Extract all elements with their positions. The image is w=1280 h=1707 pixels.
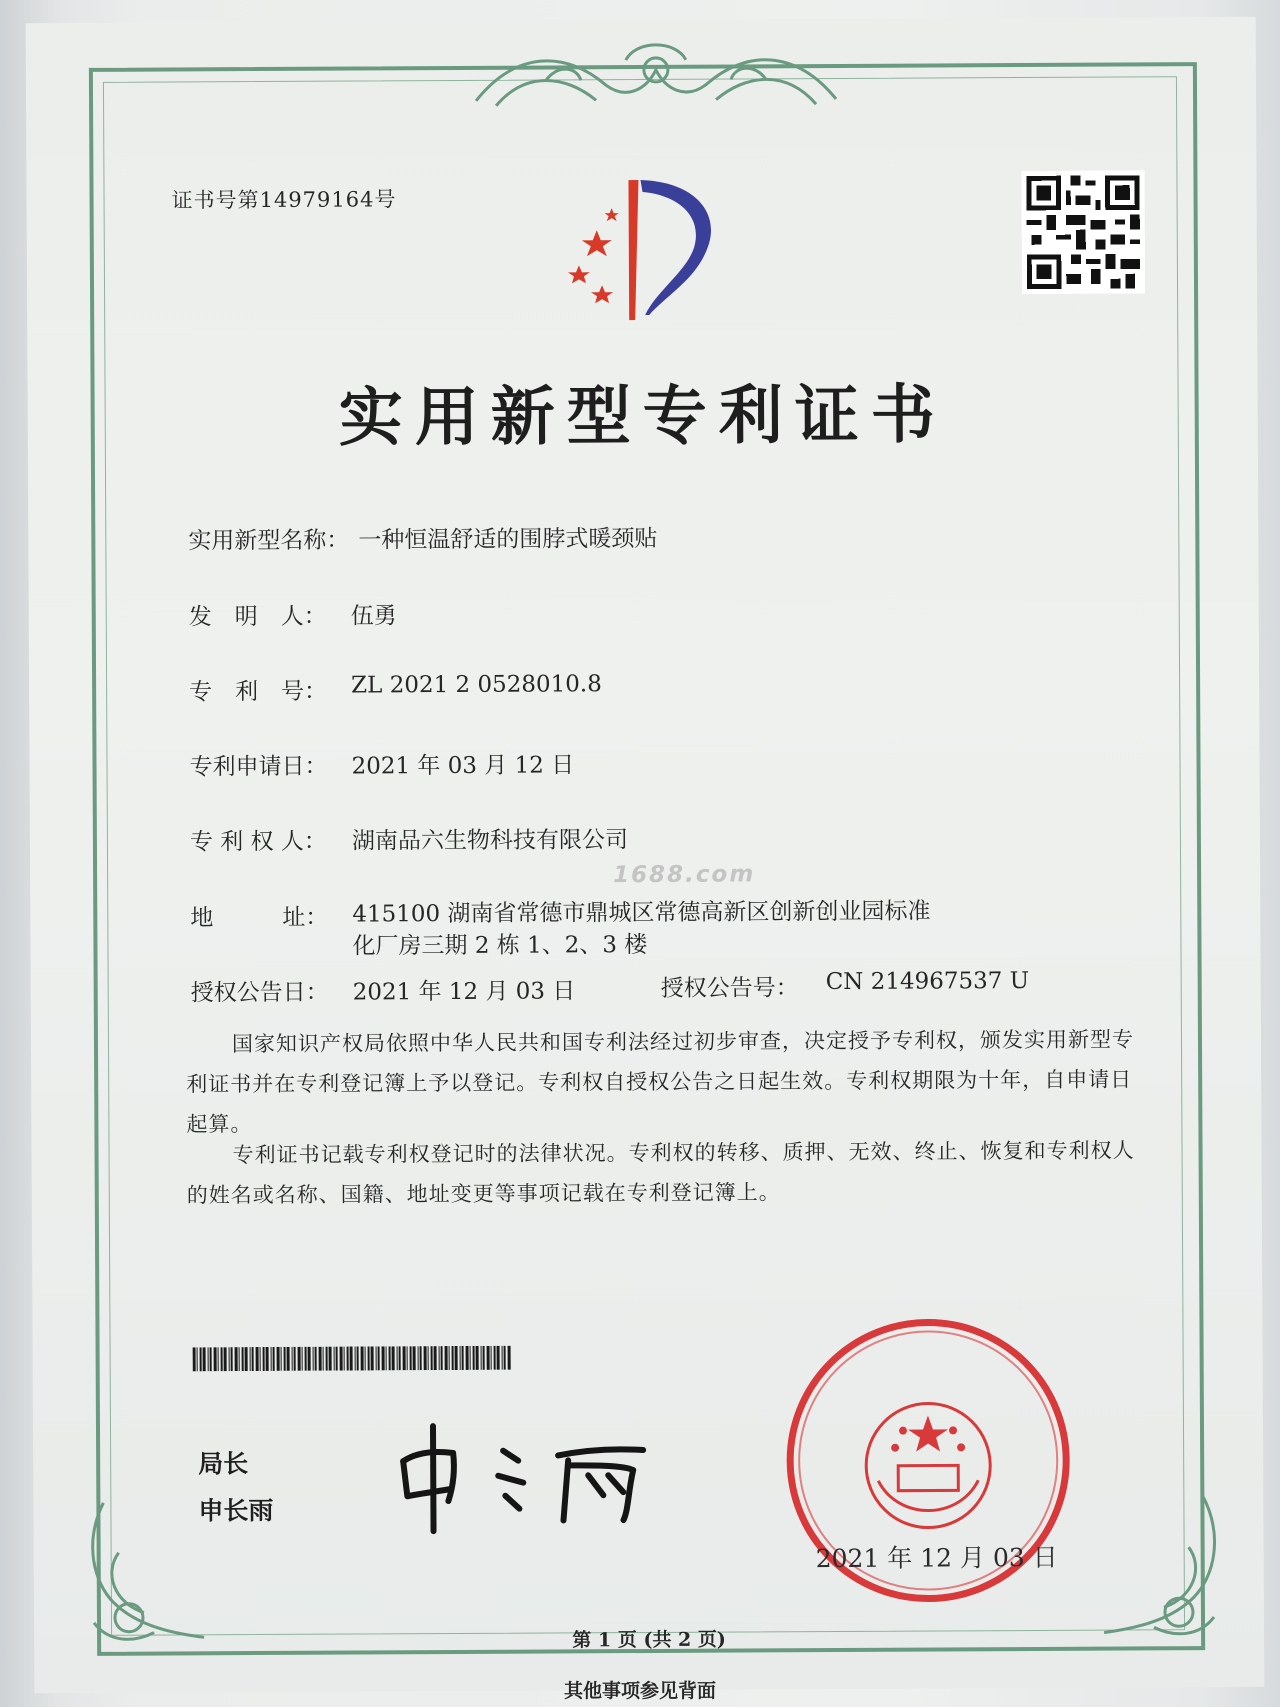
patent-number-value: ZL 2021 2 0528010.8 xyxy=(351,671,602,699)
patent-number-label: 专 利 号： xyxy=(189,678,328,706)
seal-date: 2021 年 12 月 03 日 xyxy=(815,1542,1058,1574)
patent-office-logo-icon xyxy=(556,169,757,330)
certificate-page xyxy=(26,17,1265,1693)
application-date-value: 2021 年 03 月 12 日 xyxy=(351,752,575,780)
patentee-value: 湖南品六生物科技有限公司 xyxy=(351,827,628,855)
handwritten-signature-icon xyxy=(393,1420,694,1537)
address-line-1: 415100 湖南省常德市鼎城区常德高新区创新创业园标准 xyxy=(352,898,931,928)
certificate-title: 实用新型专利证书 xyxy=(338,377,947,456)
top-ornament-icon xyxy=(456,29,856,121)
address-label: 地 址： xyxy=(190,904,329,932)
grant-number-label: 授权公告号： xyxy=(660,975,799,1002)
qr-code-icon xyxy=(1021,170,1145,294)
statement-paragraph-1: 国家知识产权局依照中华人民共和国专利法经过初步审查，决定授予专利权，颁发实用新型专利证书并在专利登记簿上予以登记。专利权自授权公告之日起生效。专利权期限为十年，自申请日起算。 xyxy=(186,1027,1135,1137)
certificate-number: 证书号第14979164号 xyxy=(171,187,397,213)
grant-date-value: 2021 年 12 月 03 日 xyxy=(352,978,576,1006)
grant-date-label: 授权公告日： xyxy=(190,979,329,1007)
watermark: 1688.com xyxy=(613,861,756,889)
utility-model-name-label: 实用新型名称： xyxy=(188,527,350,555)
patentee-label: 专 利 权 人： xyxy=(189,828,327,856)
signatory-title: 局长 xyxy=(198,1449,249,1479)
inventor-value: 伍勇 xyxy=(350,603,397,630)
grant-number-value: CN 214967537 U xyxy=(825,967,1030,996)
footer-note: 其他事项参见背面 xyxy=(563,1680,716,1702)
utility-model-name-value: 一种恒温舒适的围脖式暖颈贴 xyxy=(358,525,658,554)
statement-paragraph-2: 专利证书记载专利权登记时的法律状况。专利权的转移、质押、无效、终止、恢复和专利权人的姓名或名称、国籍、地址变更等事项记载在专利登记簿上。 xyxy=(186,1138,1135,1208)
inventor-label: 发 明 人： xyxy=(188,603,327,631)
signatory-name: 申长雨 xyxy=(198,1495,274,1526)
address-line-2: 化厂房三期 2 栋 1、2、3 楼 xyxy=(352,931,648,960)
application-date-label: 专利申请日： xyxy=(189,753,328,781)
page-number: 第 1 页 (共 2 页) xyxy=(572,1628,726,1652)
barcode-icon xyxy=(193,1346,513,1372)
